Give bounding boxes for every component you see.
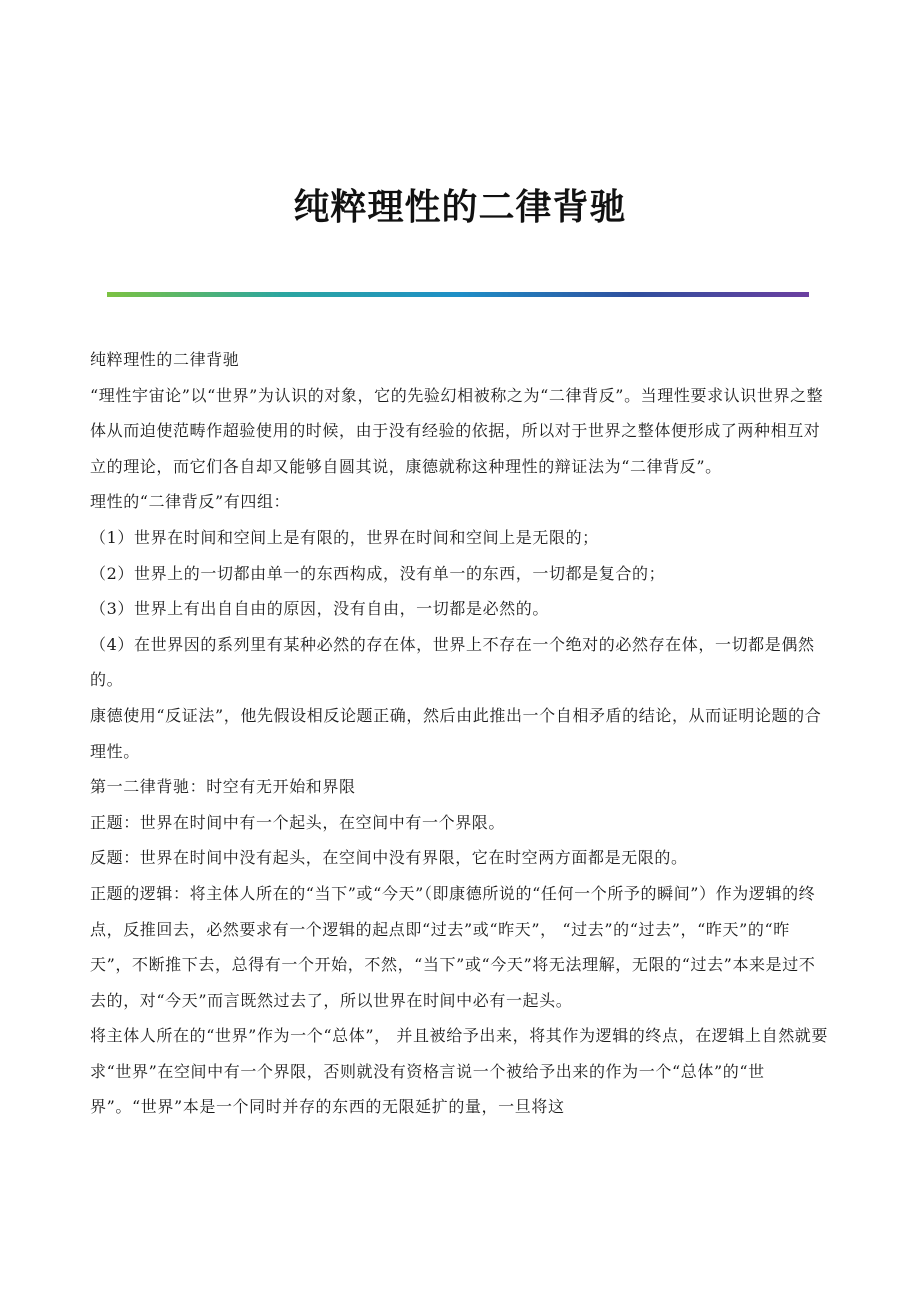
paragraph-heading: 纯粹理性的二律背驰 (90, 350, 240, 369)
paragraph: 反题：世界在时间中没有起头，在空间中没有界限，它在时空两方面都是无限的。 (90, 848, 688, 868)
paragraph: 将主体人所在的“世界”作为一个“总体”， 并且被给予出来，将其作为逻辑的终点，在逻辑上自然就要求“世界”在空间中有一个界限，否则就没有资格言说一个被给予出来的作为一个“总体”的“世界”。“世界”本是一个同时并存的东西的无限延扩的量，一旦将这 (90, 1026, 829, 1117)
list-item: （1）世界在时间和空间上是有限的，世界在时间和空间上是无限的； (90, 527, 599, 547)
document-body (90, 342, 830, 1125)
page-title: 纯粹理性的二律背驰 (293, 187, 627, 228)
list-item: （3）世界上有出自自由的原因，没有自由，一切都是必然的。 (90, 599, 549, 619)
paragraph: 康德使用“反证法”，他先假设相反论题正确，然后由此推出一个自相矛盾的结论，从而证明论题的合理性。 (90, 705, 822, 761)
paragraph: 理性的“二律背反”有四组： (90, 492, 291, 512)
paragraph: “理性宇宙论”以“世界”为认识的对象，它的先验幻相被称之为“二律背反”。当理性要求认识世界之整体从而迫使范畴作超验使用的时候，由于没有经验的依据，所以对于世界之整体便形成了两种相互对立的理论，而它们各自却又能够自圆其说，康德就称这种理性的辩证法为“二律背反”。 (90, 385, 824, 476)
list-item: （4）在世界因的系列里有某种必然的存在体，世界上不存在一个绝对的必然存在体，一切都是偶然的。 (90, 634, 815, 690)
list-item: （2）世界上的一切都由单一的东西构成，没有单一的东西，一切都是复合的； (90, 563, 666, 583)
paragraph: 正题：世界在时间中有一个起头，在空间中有一个界限。 (90, 812, 506, 832)
paragraph: 正题的逻辑：将主体人所在的“当下”或“今天”（即康德所说的“任何一个所予的瞬间”）作为逻辑的终点，反推回去，必然要求有一个逻辑的起点即“过去”或“昨天”， “过去”的“过去”，“昨天”的“昨天”，不断推下去，总得有一个开始，不然，“当下”或“今天”将无法理解，无限的“过去”本来是过不去的，对“今天”而言既然过去了，所以世界在时间中必有一起头。 (90, 883, 816, 1010)
section-heading: 第一二律背驰：时空有无开始和界限 (90, 777, 356, 797)
title-divider (107, 292, 809, 297)
